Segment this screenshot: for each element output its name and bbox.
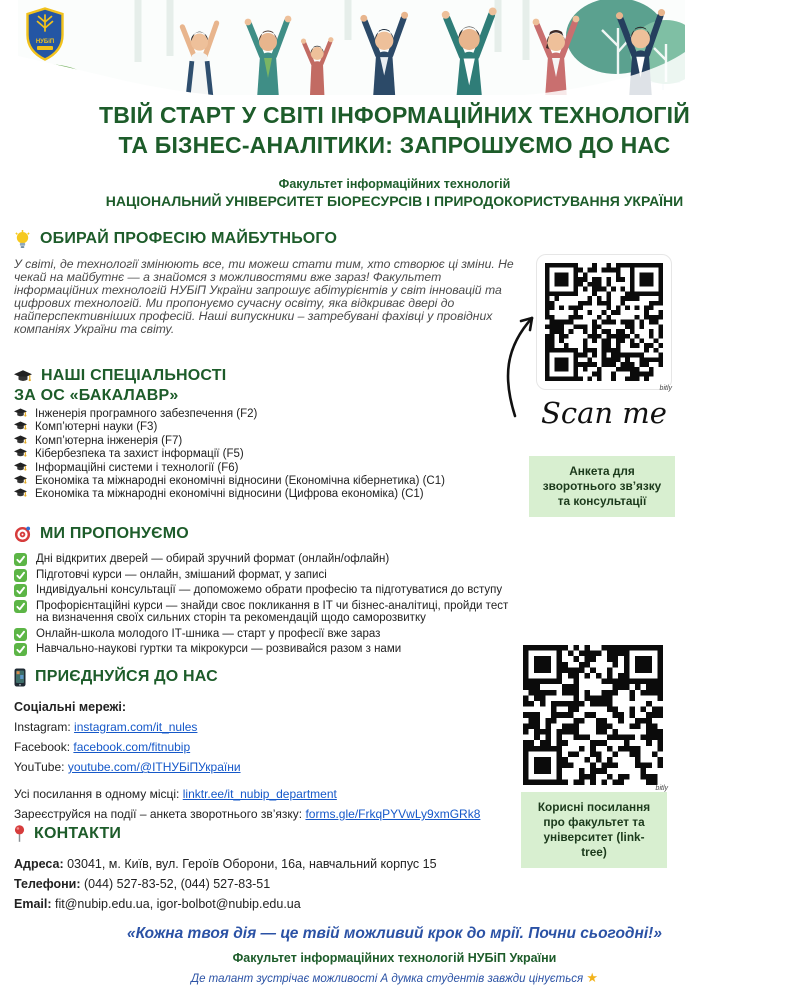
qr-feedback-pattern: [545, 263, 663, 381]
specialty-text: Економіка та міжнародні економічні відносини (Цифрова економіка) (C1): [35, 488, 424, 501]
facebook-label: Facebook:: [14, 740, 71, 754]
intro-paragraph: У світі, де технології змінюють все, ти можеш стати тим, хто створює ці зміни. Не чекай на майбутнє — а знайомся з можливостями вже зараз! Факультет інформаційних технологій НУБіП України запрошує абітурієнтів у світ інновацій та цифрових технологій. Ми пропонуємо сучасну освіту, яка відкриває двері до найперспективніших професій. Наші випускники – затребувані фахівці у провідних компаніях України та світу.: [14, 257, 514, 336]
pushpin-icon: [14, 825, 25, 843]
qr-feedback-caption: Анкета для зворотнього зв’язку та консультації: [529, 456, 675, 517]
checkmark-icon: [14, 643, 27, 656]
specialty-text: Кібербезпека та захист інформації (F5): [35, 448, 244, 461]
qr-links-caption: Корисні посилання про факультет та університет (link-tree): [521, 792, 667, 868]
social-label: Соціальні мережі:: [14, 700, 127, 714]
specialties-list: [14, 408, 519, 502]
footer-motto-text: Де талант зустрічає можливості А думка студентів завжди цінується: [190, 973, 584, 985]
instagram-link[interactable]: instagram.com/it_nules: [74, 720, 198, 734]
list-item: [14, 408, 519, 421]
graduation-cap-icon: [14, 462, 27, 472]
list-item: [14, 435, 519, 448]
specialty-text: Інформаційні системи і технології (F6): [35, 461, 239, 474]
section-profession-heading: [14, 229, 337, 249]
contact-email: [14, 894, 534, 914]
section-specialties-heading: [14, 366, 226, 386]
graduation-cap-icon: [14, 408, 27, 418]
linktree-link[interactable]: linktr.ee/it_nubip_department: [182, 787, 337, 801]
star-icon: ★: [586, 970, 599, 985]
contact-address: [14, 854, 534, 874]
qr-links-code: [519, 641, 668, 792]
linktree-row: [14, 784, 534, 804]
section-contacts-title: КОНТАКТИ: [34, 825, 122, 842]
subtitle-university: НАЦІОНАЛЬНИЙ УНІВЕРСИТЕТ БІОРЕСУРСІВ І ПРИРОДОКОРИСТУВАННЯ УКРАЇНИ: [105, 193, 684, 209]
list-item: [14, 628, 519, 641]
footer-motto: [0, 970, 789, 986]
section-contacts-heading: [14, 824, 121, 844]
specialty-text: Комп’ютерні науки (F3): [35, 421, 158, 434]
list-item: [14, 488, 519, 501]
address-value: 03041, м. Київ, вул. Героїв Оборони, 16а, навчальний корпус 15: [67, 857, 437, 871]
offer-text: Профорієнтаційні курси — знайди своє покликання в ІТ чи бізнес-аналітиці, пройди тест на визначення своїх сильних сторін та рекомендацій щодо саморозвитку: [36, 599, 509, 625]
footer-quote: «Кожна твоя дія — це твій можливий крок до мрії. Почни сьогодні!»: [127, 925, 662, 942]
social-row-facebook: [14, 737, 534, 757]
offer-text: Дні відкритих дверей — обирай зручний формат (онлайн/офлайн): [36, 553, 390, 565]
email-label: Email:: [14, 897, 52, 911]
checkmark-icon: [14, 569, 27, 582]
graduation-cap-icon: [14, 421, 27, 431]
bitly-logo: bitly: [659, 385, 672, 392]
mobile-phone-icon: [14, 668, 26, 687]
offer-text: Онлайн-школа молодого ІТ-шника — старт у професії вже зараз: [36, 627, 381, 640]
scan-me-label: Scan me: [541, 396, 667, 430]
subtitle-faculty: Факультет інформаційних технологій: [278, 177, 511, 191]
list-item: [14, 475, 519, 488]
register-form-link[interactable]: forms.gle/FrkqPYVwLy9xmGRk8: [305, 807, 481, 821]
hero-illustration: [18, 0, 685, 95]
instagram-label: Instagram:: [14, 720, 71, 734]
qr-links-pattern: [523, 645, 663, 785]
section-specialties-title-2: ЗА ОС «БАКАЛАВР»: [14, 387, 179, 404]
section-join-heading: [14, 667, 218, 687]
title-line-1: ТВІЙ СТАРТ У СВІТІ ІНФОРМАЦІЙНИХ ТЕХНОЛОГІЙ: [98, 102, 690, 128]
register-row: [14, 804, 534, 824]
list-item: [14, 643, 519, 656]
facebook-link[interactable]: facebook.com/fitnubip: [73, 740, 191, 754]
email-value: fit@nubip.edu.ua, igor-bolbot@nubip.edu.ua: [55, 897, 301, 911]
section-join-title: ПРИЄДНУЙСЯ ДО НАС: [35, 668, 218, 685]
linktree-label: Усі посилання в одному місці:: [14, 787, 180, 801]
address-label: Адреса:: [14, 857, 64, 871]
list-item: [14, 462, 519, 475]
bitly-logo: bitly: [655, 785, 668, 792]
list-item: [14, 584, 519, 597]
youtube-label: YouTube:: [14, 760, 65, 774]
section-offers-heading: [14, 524, 189, 544]
graduation-cap-icon: [14, 448, 27, 458]
specialty-text: Комп’ютерна інженерія (F7): [35, 434, 183, 447]
social-row-instagram: [14, 717, 534, 737]
social-links-block: [14, 697, 534, 824]
university-crest: [25, 7, 65, 61]
footer-faculty: Факультет інформаційних технологій НУБіП України: [232, 951, 557, 965]
checkmark-icon: [14, 553, 27, 566]
section-profession-title: ОБИРАЙ ПРОФЕСІЮ МАЙБУТНЬОГО: [40, 230, 338, 247]
qr-feedback-code: [536, 254, 672, 390]
graduation-cap-icon: [14, 370, 32, 383]
offer-text: Навчально-наукові гуртки та мікрокурси — розвивайся разом з нами: [36, 643, 402, 656]
contacts-block: [14, 854, 534, 914]
list-item: [14, 569, 519, 582]
graduation-cap-icon: [14, 475, 27, 485]
phones-label: Телефони:: [14, 877, 81, 891]
specialty-text: Інженерія програмного забезпечення (F2): [35, 408, 258, 420]
checkmark-icon: [14, 628, 27, 641]
section-specialties-title-1: НАШІ СПЕЦІАЛЬНОСТІ: [41, 367, 227, 384]
graduation-cap-icon: [14, 435, 27, 445]
social-row-youtube: [14, 757, 534, 777]
list-item: [14, 553, 519, 566]
section-offers-title: МИ ПРОПОНУЄМО: [40, 525, 189, 542]
title-line-2: ТА БІЗНЕС-АНАЛІТИКИ: ЗАПРОШУЄМО ДО НАС: [118, 132, 671, 158]
lightbulb-icon: [14, 230, 31, 249]
list-item: [14, 421, 519, 434]
crest-label: НУБіП: [35, 39, 55, 45]
phones-value: (044) 527-83-52, (044) 527-83-51: [83, 877, 271, 891]
register-label: Зареєструйся на події – анкета зворотнього зв’язку:: [14, 807, 303, 821]
offer-text: Індивідуальні консультації — допоможемо обрати професію та підготуватися до вступу: [36, 584, 503, 597]
offers-list: [14, 553, 519, 659]
target-icon: [14, 526, 31, 543]
contact-phones: [14, 874, 534, 894]
offer-text: Підготовчі курси — онлайн, змішаний формат, у записі: [36, 568, 327, 581]
list-item: [14, 600, 519, 625]
youtube-link[interactable]: youtube.com/@ІТНУБіПУкраїни: [67, 760, 241, 774]
hero-scene: [18, 0, 685, 95]
checkmark-icon: [14, 584, 27, 597]
page-subtitle: [0, 176, 789, 210]
checkmark-icon: [14, 600, 27, 613]
page-title: [0, 100, 789, 160]
list-item: [14, 448, 519, 461]
specialty-text: Економіка та міжнародні економічні відносини (Економічна кібернетика) (C1): [35, 475, 445, 488]
graduation-cap-icon: [14, 488, 27, 498]
